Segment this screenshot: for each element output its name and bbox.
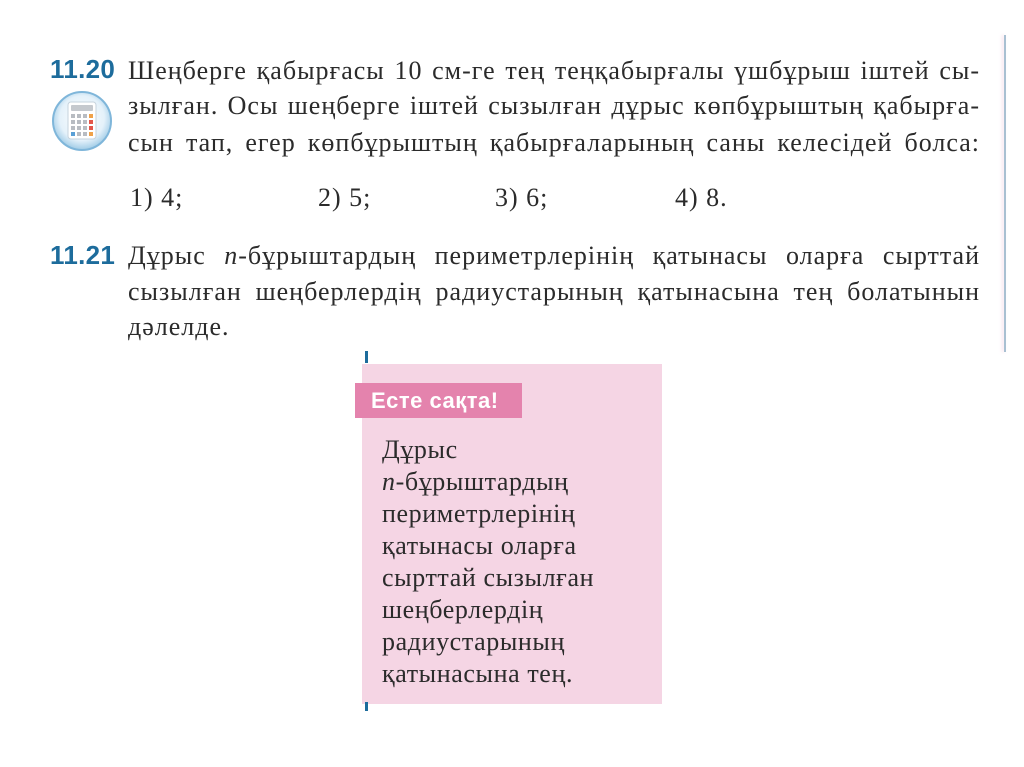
problem-text-line — [128, 237, 980, 274]
note-text-line: Дұрыс — [382, 435, 458, 464]
answer-option: 1) 4; — [130, 183, 184, 212]
note-text-line — [382, 466, 652, 498]
math-variable: n — [224, 241, 239, 270]
answer-option: 2) 5; — [318, 183, 372, 212]
note-marker-top — [365, 351, 368, 363]
calculator-icon — [51, 90, 113, 152]
note-marker-bottom — [365, 702, 368, 711]
text-segment: Дұрыс — [128, 241, 225, 270]
problem-text-line: зылған. Осы шеңберге іштей сызылған дұрыс көпбұрыштың қабырға- — [128, 91, 980, 120]
problem-text-line: дәлелде. — [128, 312, 230, 341]
note-text-line: қатынасына тең. — [382, 659, 574, 688]
note-text-line: қатынасы оларға — [382, 531, 577, 560]
answer-option: 4) 8. — [675, 183, 728, 212]
note-text-line: радиустарының — [382, 627, 566, 656]
note-text-line: шеңберлердің — [382, 595, 544, 624]
note-text-line: периметрлерінің — [382, 499, 576, 528]
problem-text-line: Шеңберге қабырғасы 10 см-ге тең теңқабырғалы үшбұрыш іштей сы- — [128, 56, 980, 85]
note-text — [382, 434, 652, 690]
page-edge-line — [1004, 35, 1006, 352]
note-text-line: сырттай сызылған — [382, 563, 595, 592]
text-segment: -бұрыштардың — [395, 467, 569, 496]
problem-number: 11.21 — [50, 240, 116, 270]
problem-text-line: сызылған шеңберлердің радиустарының қатынасына тең болатынын — [128, 277, 980, 306]
text-segment: -бұрыштардың периметрлерінің қатынасы оларға сырттай — [238, 241, 980, 270]
math-variable: n — [382, 467, 396, 496]
note-title: Есте сақта! — [355, 383, 522, 418]
answer-option: 3) 6; — [495, 183, 549, 212]
problem-number: 11.20 — [50, 54, 116, 84]
problem-text-line: сын тап, егер көпбұрыштың қабырғаларының саны келесідей болса: — [128, 128, 980, 157]
